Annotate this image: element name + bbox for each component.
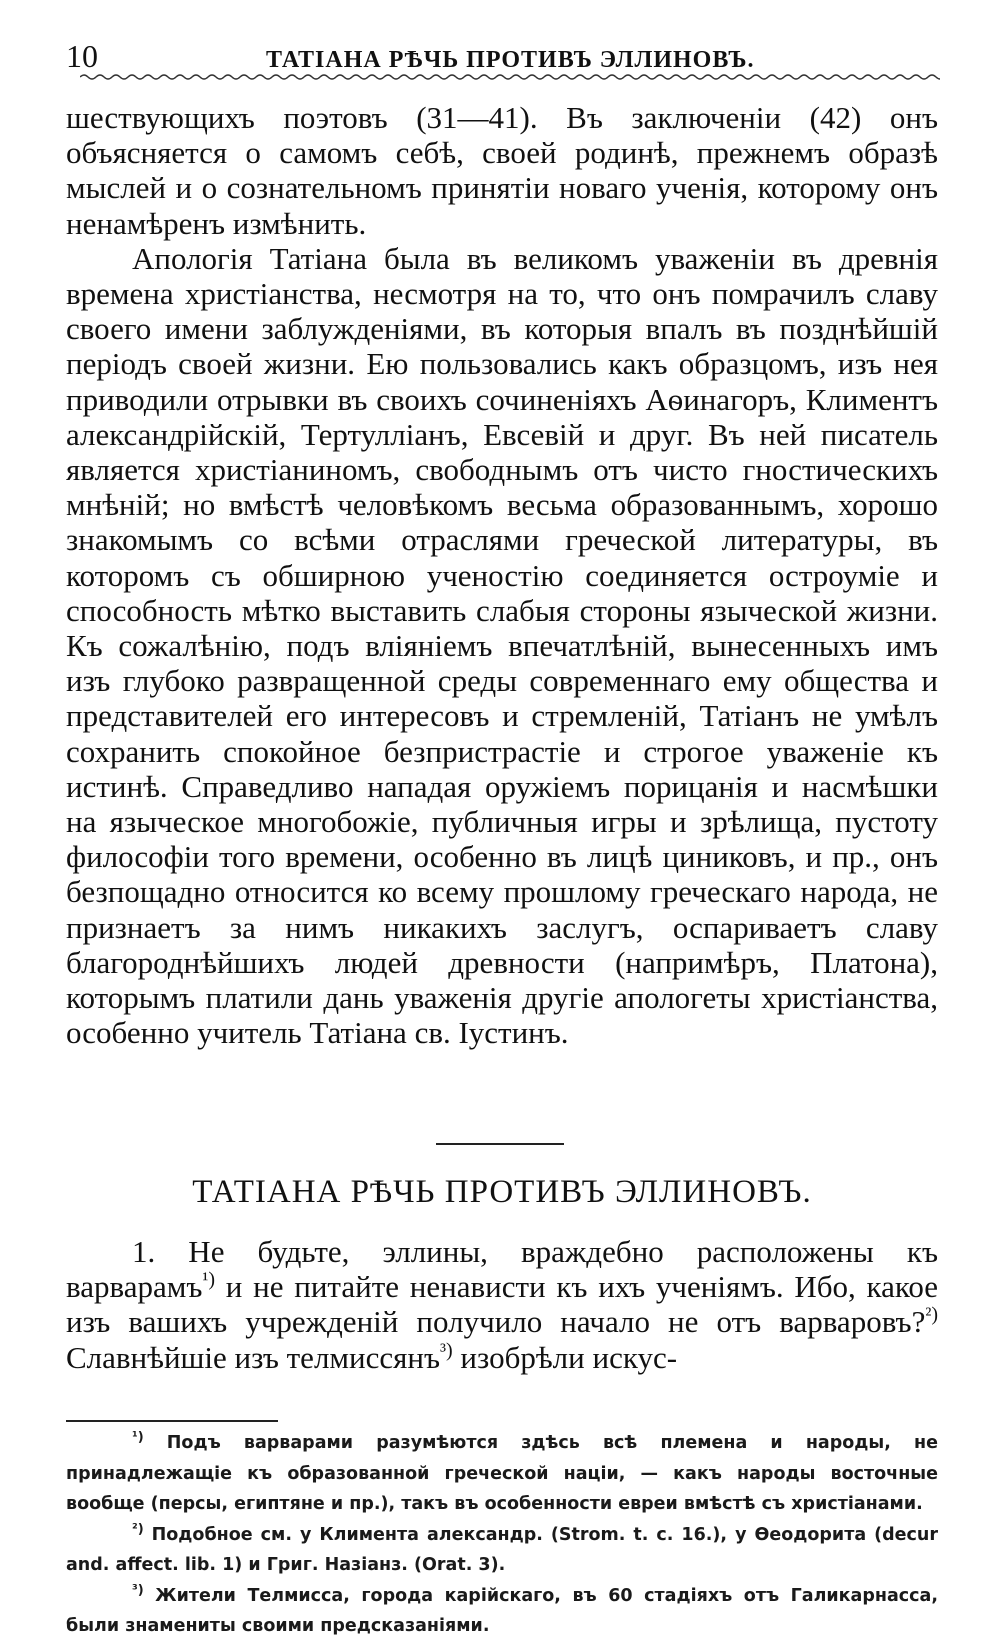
footnote-ref-3[interactable]: ³) bbox=[440, 1339, 453, 1362]
chapter-text bbox=[66, 1234, 938, 1375]
footnote-mark-3: ³) bbox=[132, 1582, 144, 1598]
footnote-text-3: Жители Телмисса, города карійскаго, въ 60 стадіяхъ отъ Галикарнасса, были знамениты своими предсказаніями. bbox=[66, 1585, 938, 1636]
footnote-ref-2[interactable]: ²) bbox=[925, 1304, 938, 1327]
header-wavy-rule bbox=[80, 72, 940, 82]
footnote-text-2: Подобное см. у Климента александр. (Strom. t. c. 16.), у Ѳеодорита (decur and. affect. lib. 1) и Григ. Назіанз. (Orat. 3). bbox=[66, 1524, 938, 1575]
page-number: 10 bbox=[66, 38, 98, 74]
chapter-text-part-4: изобрѣли искус- bbox=[452, 1339, 678, 1375]
chapter-text-part-2: и не питайте ненависти къ ихъ ученіямъ. Ибо, какое изъ вашихъ учрежденій получило начало не отъ варваровъ? bbox=[66, 1269, 938, 1340]
footnote-mark-2: ²) bbox=[132, 1521, 144, 1537]
footnote-3 bbox=[66, 1581, 938, 1642]
chapter-text-part-3: Славнѣйшіе изъ телмиссянъ bbox=[66, 1339, 441, 1375]
intro-paragraph-2: Апологія Татіана была въ великомъ уваженіи въ древнія времена христіанства, несмотря на то, что онъ помрачилъ славу своего имени заблужденіями, въ которыя впалъ въ позднѣйшій періодъ своей жизни. Ею пользовались какъ образцомъ, изъ нея приводили отрывки въ своихъ сочиненіяхъ Аѳинагоръ, Климентъ александрійскій, Тертулліанъ, Евсевій и друг. Въ ней писатель является христіаниномъ, свободнымъ отъ чисто гностическихъ мнѣній; но вмѣстѣ человѣкомъ весьма образованнымъ, хорошо знакомымъ со всѣми отраслями греческой литературы, въ которомъ съ обширною ученостію соединяется остроуміе и способность мѣтко выставить слабыя стороны языческой жизни. Къ сожалѣнію, подъ вліяніемъ впечатлѣній, вынесенныхъ имъ изъ глубоко развращенной среды современнаго ему общества и представителей его интересовъ и стремленій, Татіанъ не умѣлъ сохранить спокойное безпристрастіе и строгое уваженіе къ истинѣ. Справедливо нападая оружіемъ порицанія и насмѣшки на языческое многобожіе, публичныя игры и зрѣлища, пустоту философіи того времени, особенно въ лицѣ циниковъ, и пр., онъ безпощадно относится ко всему прошлому греческаго народа, не признаетъ за нимъ никакихъ заслугъ, оспариваетъ славу благороднѣйшихъ людей древности (напримѣръ, Платона), которымъ платили дань уваженія другіе апологеты христіанства, особенно учитель Татіана св. Іустинъ. bbox=[66, 240, 938, 1051]
footnote-2 bbox=[66, 1520, 938, 1581]
intro-text bbox=[66, 100, 938, 1050]
section-divider bbox=[436, 1143, 564, 1145]
section-title: ТАТІАНА РѢЧЬ ПРОТИВЪ ЭЛЛИНОВЪ. bbox=[192, 1174, 812, 1210]
footnotes bbox=[66, 1428, 938, 1642]
footnote-rule bbox=[66, 1420, 278, 1422]
intro-paragraph-1: шествующихъ поэтовъ (31—41). Въ заключеніи (42) онъ объясняется о самомъ себѣ, своей родинѣ, прежнемъ образѣ мыслей и о сознательномъ принятіи новаго ученія, которому онъ ненамѣренъ измѣнить. bbox=[66, 100, 938, 241]
chapter-paragraph-1 bbox=[66, 1234, 938, 1375]
footnote-text-1: Подъ варварами разумѣются здѣсь всѣ племена и народы, не принадлежащіе къ образованной греческой націи, — какъ народы восточные вообще (персы, египтяне и пр.), такъ въ особенности евреи вмѣстѣ съ христіанами. bbox=[66, 1433, 938, 1514]
footnote-mark-1: ¹) bbox=[132, 1430, 144, 1446]
footnote-1 bbox=[66, 1428, 938, 1520]
chapter-text-part-1: 1. Не будьте, эллины, враждебно расположены къ варварамъ bbox=[66, 1234, 938, 1305]
footnote-ref-1[interactable]: ¹) bbox=[202, 1268, 216, 1291]
running-title: ТАТІАНА РѢЧЬ ПРОТИВЪ ЭЛЛИНОВЪ. bbox=[266, 47, 755, 73]
